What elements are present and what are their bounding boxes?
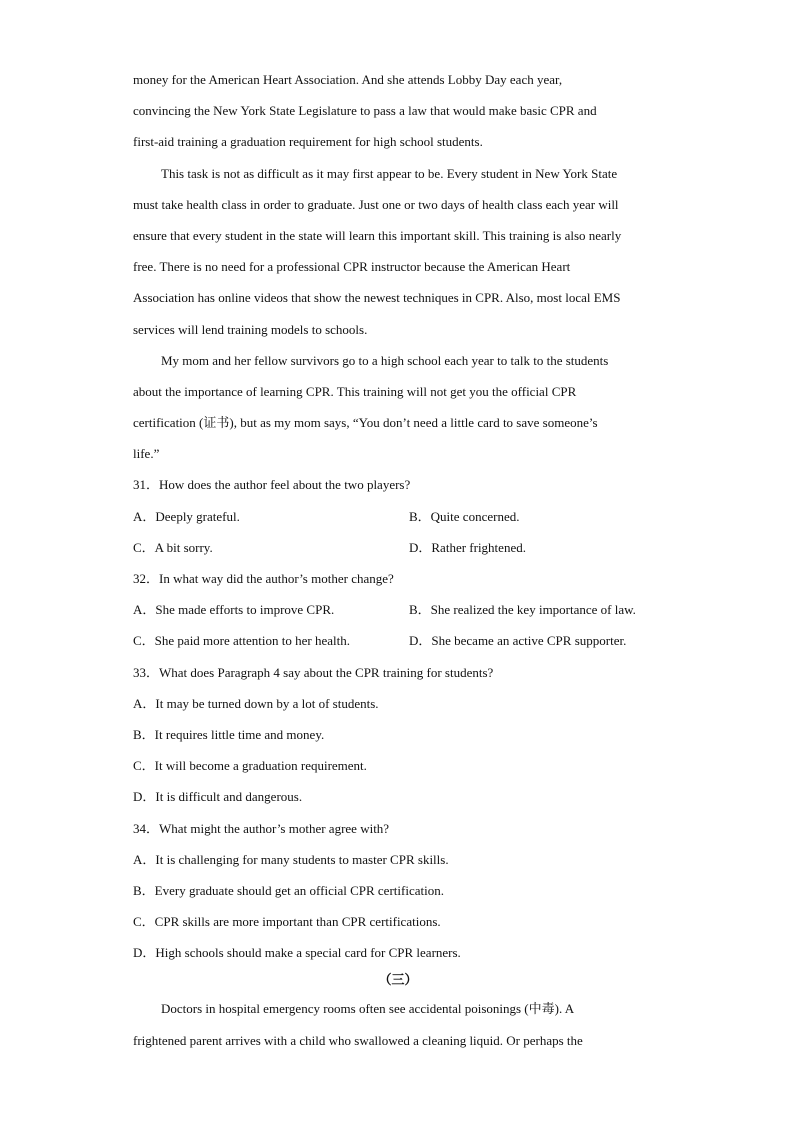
option-c[interactable]: C．She paid more attention to her health.: [133, 633, 350, 649]
option-b[interactable]: B．It requires little time and money.: [133, 726, 325, 742]
paragraph-line: Doctors in hospital emergency rooms often see accidental poisonings (中毒). A: [161, 1001, 575, 1017]
option-b[interactable]: B．Every graduate should get an official CPR certification.: [133, 882, 444, 898]
question-stem: 34．What might the author’s mother agree with?: [133, 820, 390, 836]
section-title: （三）: [378, 973, 418, 989]
option-a[interactable]: A．It is challenging for many students to master CPR skills.: [133, 851, 449, 867]
option-d[interactable]: D．It is difficult and dangerous.: [133, 789, 303, 805]
paragraph-line: life.”: [133, 446, 160, 462]
passage-line: money for the American Heart Association. And she attends Lobby Day each year,: [133, 72, 563, 87]
option-d[interactable]: D．Rather frightened.: [409, 539, 526, 555]
question-stem: 31．How does the author feel about the two players?: [133, 477, 411, 493]
paragraph-line: services will lend training models to schools.: [133, 321, 368, 337]
paragraph-line: Association has online videos that show the newest techniques in CPR. Also, most local EMS: [133, 290, 621, 306]
option-c[interactable]: C．A bit sorry.: [133, 539, 213, 555]
option-row: [133, 532, 663, 563]
paragraph-4: [133, 158, 663, 345]
option-c[interactable]: C．It will become a graduation requirement.: [133, 758, 367, 774]
option-a[interactable]: A．Deeply grateful.: [133, 508, 240, 524]
paragraph-5: [133, 345, 663, 470]
option-c[interactable]: C．CPR skills are more important than CPR certifications.: [133, 914, 441, 930]
document-page: [133, 64, 663, 1056]
question-31: [133, 469, 663, 563]
option-b[interactable]: B．Quite concerned.: [409, 508, 520, 524]
paragraph-line: This task is not as difficult as it may first appear to be. Every student in New York State: [161, 165, 618, 181]
question-stem: 33．What does Paragraph 4 say about the CPR training for students?: [133, 664, 494, 680]
option-row: [133, 501, 663, 532]
paragraph-line: about the importance of learning CPR. This training will not get you the official CPR: [133, 383, 577, 399]
passage-line: convincing the New York State Legislature to pass a law that would make basic CPR and: [133, 103, 597, 119]
option-b[interactable]: B．She realized the key importance of law.: [409, 602, 636, 618]
question-34: [133, 813, 663, 969]
section-three: [133, 968, 663, 1055]
option-row: [133, 594, 663, 625]
option-d[interactable]: D．She became an active CPR supporter.: [409, 633, 627, 649]
paragraph-line: ensure that every student in the state will learn this important skill. This training is also nearly: [133, 227, 622, 243]
question-stem: 32．In what way did the author’s mother change?: [133, 571, 394, 586]
paragraph-line: free. There is no need for a professional CPR instructor because the American Heart: [133, 259, 571, 275]
question-33: [133, 657, 663, 813]
paragraph-line: My mom and her fellow survivors go to a high school each year to talk to the students: [161, 352, 609, 368]
paragraph-line: certification (证书), but as my mom says, “You don’t need a little card to save someone’s: [133, 415, 598, 431]
question-32: [133, 563, 663, 657]
passage-line: first-aid training a graduation requirement for high school students.: [133, 134, 483, 150]
paragraph-line: frightened parent arrives with a child who swallowed a cleaning liquid. Or perhaps the: [133, 1032, 583, 1048]
option-row: [133, 625, 663, 656]
passage-continued: [133, 64, 663, 158]
option-a[interactable]: A．She made efforts to improve CPR.: [133, 602, 335, 618]
paragraph-line: must take health class in order to graduate. Just one or two days of health class each year will: [133, 196, 619, 212]
option-a[interactable]: A．It may be turned down by a lot of students.: [133, 695, 379, 711]
option-d[interactable]: D．High schools should make a special card for CPR learners.: [133, 945, 461, 961]
